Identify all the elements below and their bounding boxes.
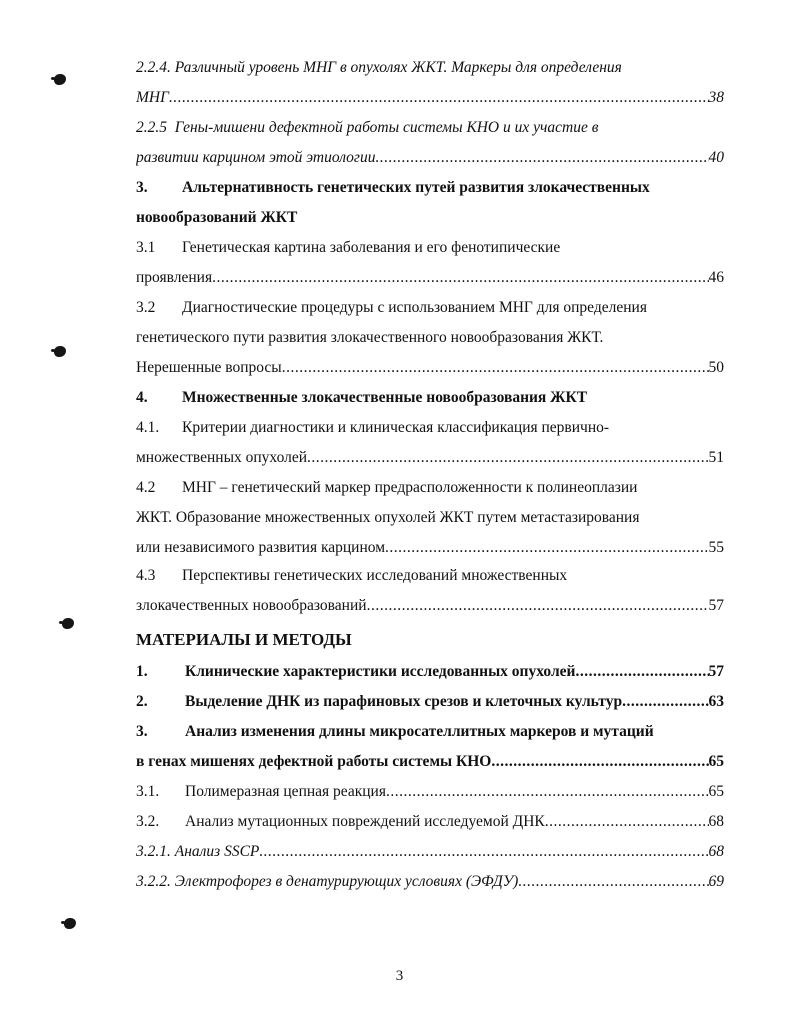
toc-entry-number: 3.: [136, 723, 148, 740]
toc-entry-2-2-4-line1: [136, 58, 724, 78]
toc-materials-item-3-2: [136, 812, 724, 832]
toc-entry-text: [136, 692, 622, 712]
dot-leader: [518, 872, 708, 892]
toc-entry-4-1-line1: [136, 418, 724, 438]
toc-page-number: 69: [708, 873, 724, 890]
toc-materials-item-3-2-1: [136, 842, 724, 862]
toc-entry-text: Диагностические процедуры с использованием МНГ для определения: [182, 299, 647, 316]
toc-materials-item-2: [136, 692, 724, 712]
section-heading: МАТЕРИАЛЫ И МЕТОДЫ: [136, 630, 352, 649]
toc-entry-4-3-line1: [136, 566, 724, 586]
toc-section-text: новообразований ЖКТ: [136, 209, 298, 226]
toc-materials-item-3-line1: [136, 722, 724, 742]
toc-entry-text: или независимого развития карцином: [136, 539, 386, 556]
toc-materials-item-3-1: [136, 782, 724, 802]
toc-page-number: 46: [708, 269, 724, 286]
toc-entry-4-2-line3: [136, 538, 724, 558]
toc-page-number: 38: [708, 89, 724, 106]
toc-materials-item-1: [136, 662, 724, 682]
toc-entry-3-1-line1: [136, 238, 724, 258]
toc-entry-number: 2.2.5: [136, 119, 167, 136]
toc-entry-2-2-4-line2: [136, 88, 724, 108]
toc-section-3-line1: [136, 178, 724, 198]
punch-hole-mark: [64, 918, 76, 929]
toc-entry-number: 2.: [136, 693, 148, 710]
toc-entry-text: 3.2.1. Анализ SSCP: [136, 843, 260, 860]
toc-entry-4-2-line2: [136, 508, 724, 528]
punch-hole-mark: [62, 618, 74, 629]
dot-leader: [367, 596, 709, 616]
toc-entry-text: множественных опухолей: [136, 449, 308, 466]
dot-leader: [259, 842, 708, 862]
toc-entry-title: Выделение ДНК из парафиновых срезов и клеточных культур: [185, 693, 623, 710]
toc-entry-text: злокачественных новообразований: [136, 597, 367, 614]
toc-entry-number: 4.1.: [136, 419, 160, 436]
toc-entry-4-3-line2: [136, 596, 724, 616]
toc-entry-3-1-line2: [136, 268, 724, 288]
toc-entry-text: Генетическая картина заболевания и его фенотипические: [182, 239, 561, 256]
toc-entry-text: Гены-мишени дефектной работы системы КНО и их участие в: [174, 119, 599, 136]
toc-entry-text: [136, 782, 386, 802]
dot-leader: [545, 812, 709, 832]
dot-leader: [622, 692, 708, 712]
toc-section-number: 4.: [136, 389, 148, 406]
toc-entry-title: в генах мишенях дефектной работы системы КНО: [136, 753, 492, 770]
toc-page-number: 57: [708, 663, 724, 680]
toc-entry-title: Анализ мутационных повреждений исследуемой ДНК: [185, 813, 545, 830]
toc-page-number: 68: [708, 813, 724, 830]
toc-section-text: Множественные злокачественные новообразования ЖКТ: [182, 389, 588, 406]
toc-entry-number: 4.2: [136, 479, 156, 496]
toc-entry-number: 2.2.4.: [136, 59, 171, 76]
toc-entry-text: Нерешенные вопросы: [136, 359, 282, 376]
toc-page-number: 65: [708, 783, 724, 800]
punch-hole-mark: [54, 346, 66, 357]
toc-section-text: Альтернативность генетических путей развития злокачественных: [182, 179, 650, 196]
toc-entry-3-2-line2: [136, 328, 724, 348]
toc-materials-item-3-2-2: [136, 872, 724, 892]
toc-entry-text: МНГ: [136, 89, 169, 106]
toc-entry-4-2-line1: [136, 478, 724, 498]
toc-entry-text: генетического пути развития злокачественного новообразования ЖКТ.: [136, 329, 604, 346]
dot-leader: [575, 662, 708, 682]
toc-page-number: 40: [708, 149, 724, 166]
toc-entry-text: Критерии диагностики и клиническая классификация первично-: [182, 419, 610, 436]
toc-entry-text: Перспективы генетических исследований множественных: [182, 567, 568, 584]
page-number: 3: [395, 968, 404, 984]
toc-entry-2-2-5-line1: [136, 118, 724, 138]
toc-entry-title: Анализ изменения длины микросателлитных маркеров и мутаций: [185, 723, 654, 740]
toc-page-number: 65: [708, 753, 724, 770]
dot-leader: [307, 448, 708, 468]
toc-entry-number: 3.2.: [136, 813, 160, 830]
dot-leader: [212, 268, 708, 288]
toc-entry-title: Клинические характеристики исследованных опухолей: [185, 663, 576, 680]
toc-page-number: 57: [708, 597, 724, 614]
toc-entry-text: МНГ – генетический маркер предрасположенности к полинеоплазии: [182, 479, 638, 496]
toc-entry-text: развитии карцином этой этиологии: [136, 149, 376, 166]
toc-entry-number: 1.: [136, 663, 148, 680]
toc-entry-text: 3.2.2. Электрофорез в денатурирующих условиях (ЭФДУ): [136, 873, 519, 890]
dot-leader: [375, 148, 708, 168]
toc-section-number: 3.: [136, 179, 148, 196]
toc-entry-number: 3.1: [136, 239, 156, 256]
toc-entry-text: ЖКТ. Образование множественных опухолей ЖКТ путем метастазирования: [136, 509, 640, 526]
dot-leader: [169, 88, 709, 108]
dot-leader: [386, 782, 709, 802]
toc-entry-text: [136, 662, 575, 682]
toc-entry-text: Различный уровень МНГ в опухолях ЖКТ. Маркеры для определения: [174, 59, 622, 76]
toc-materials-item-3-line2: [136, 752, 724, 772]
toc-entry-text: [136, 812, 545, 832]
toc-entry-3-2-line1: [136, 298, 724, 318]
toc-section-3-line2: [136, 208, 724, 228]
toc-entry-2-2-5-line2: [136, 148, 724, 168]
toc-entry-text: проявления: [136, 269, 213, 286]
toc-entry-number: 3.2: [136, 299, 156, 316]
punch-hole-mark: [54, 74, 66, 85]
toc-page-number: 68: [708, 843, 724, 860]
toc-entry-3-2-line3: [136, 358, 724, 378]
toc-page-number: 51: [708, 449, 724, 466]
toc-page-number: 63: [708, 693, 724, 710]
toc-page-number: 50: [708, 359, 724, 376]
dot-leader: [491, 752, 708, 772]
toc-section-4: [136, 388, 724, 408]
toc-entry-4-1-line2: [136, 448, 724, 468]
toc-entry-number: 4.3: [136, 567, 156, 584]
toc-entry-number: 3.1.: [136, 783, 160, 800]
toc-entry-title: Полимеразная цепная реакция: [185, 783, 386, 800]
dot-leader: [385, 538, 708, 558]
toc-page-number: 55: [708, 539, 724, 556]
dot-leader: [282, 358, 709, 378]
